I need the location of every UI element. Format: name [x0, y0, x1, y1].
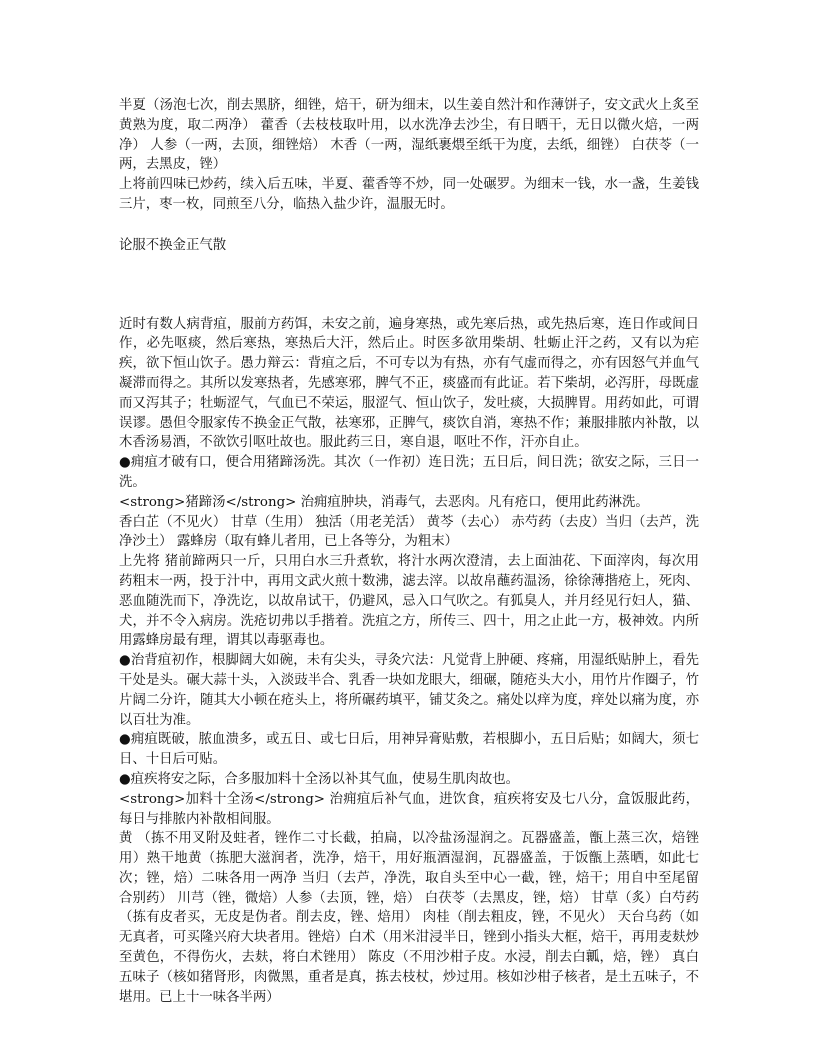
- pig-trotter-decoction-paragraph: <strong>猪蹄汤</strong> 治痈疽肿块，消毒气，去恶肉。凡有疮口，便用此药淋洗。: [119, 494, 649, 510]
- recovery-paragraph: ●疽疾将安之际，合多服加料十全汤以补其气血，使易生肌肉故也。: [119, 771, 520, 787]
- section-heading: 论服不换金正气散: [119, 237, 227, 253]
- moxibustion-paragraph: ●治背疽初作，根脚阔大如碗，未有尖头，寻灸穴法：凡觉背上肿硬、疼痛，用湿纸贴肿上，看先干处是头。碾大蒜十头，入淡豉半合、乳香一块如龙眼大，细碾，随疮头大小，用竹片作圈子，竹片阔二分许，随其大小顿在疮头上，将所碾药填平，铺艾灸之。痛处以痒为度，痒处以痛为度，亦以百壮为准。: [119, 653, 699, 728]
- bullet-wash-paragraph: ●痈疽才破有口，便合用猪蹄汤洗。其次（一作初）连日洗；五日后，间日洗；欲安之际，三日一洗。: [119, 455, 699, 490]
- case-discussion-paragraph: 近时有数人病背疽，服前方药饵，未安之前，遍身寒热，或先寒后热，或先热后寒，连日作或间日作，必先呕痰，然后寒热，寒热后大汗，然后止。时医多欲用柴胡、牡蛎止汗之药，又有以为疟疾，欲下恒山饮子。愚力辩云：背疽之后，不可专以为有热，亦有气虚而得之，亦有因怒气并血气凝滞而得之。其所以发寒热者，先感寒邪，脾气不正，痰盛而有此证。若下柴胡，必泻肝，母既虚而又泻其子；牡蛎涩气，气血已不荣运，服涩气、恒山饮子，发吐痰，大损脾胃。用药如此，可谓误谬。愚但令服家传不换金正气散，祛寒邪，正脾气，痰饮自消，寒热不作；兼服排脓内补散，以木香汤易酒，不欲饮引呕吐故也。服此药三日，寒自退，呕吐不作，汗亦自止。: [119, 316, 699, 451]
- decoction-ingredients-paragraph: 香白芷（不见火） 甘草（生用） 独活（用老羌活） 黄芩（去心） 赤芍药（去皮）当归（去芦，洗净沙土） 露蜂房（取有蜂儿者用，已上各等分，为粗末）: [119, 514, 699, 550]
- formula-instructions-paragraph: 上将前四味已炒药，续入后五味，半夏、藿香等不炒，同一处碾罗。为细末一钱，水一盏，生姜钱三片，枣一枚，同煎至八分，临热入盐少许，温服无时。: [119, 177, 699, 212]
- formula-ingredients-paragraph: 半夏（汤泡七次，削去黑脐，细锉，焙干，研为细末，以生姜自然汁和作薄饼子，安文武火上炙至黄熟为度，取二两净） 藿香（去枝枝取叶用，以水洗净去沙尘，有日晒干，无日以微火焙，一两净） 人参（一两，去顶，细锉焙） 木香（一两，湿纸裹煨至纸干为度，去纸，细锉） 白茯苓（一两，去黑皮，锉）: [119, 98, 699, 173]
- ten-complete-decoction-paragraph: <strong>加料十全汤</strong> 治痈疽后补气血，进饮食，疽疾将安及七八分，盒饭服此药，每日与排脓内补散相间服。: [119, 791, 699, 827]
- ten-complete-ingredients-paragraph: 黄 （拣不用叉附及蛀者，锉作二寸长截，拍扁，以冷盐汤湿润之。瓦器盛盖，甑上蒸三次，焙锉用）熟干地黄（拣肥大滋润者，洗净，焙干，用好瓶酒湿润，瓦器盛盖，于饭甑上蒸晒，如此七次；锉，焙）二味各用一两净 当归（去芦，净洗，取自头至中心一截，锉，焙干；用自中至尾留合别药） 川芎（锉，微焙）人参（去顶，锉，焙） 白茯苓（去黑皮，锉，焙） 甘草（炙）白芍药（拣有皮者买，无皮是伪者。削去皮，锉、焙用） 肉桂（削去粗皮，锉，不见火） 天台乌药（如无真者，可买隆兴府大块者用。锉焙）白术（用米泔浸半日，锉到小指头大框，焙干，再用麦麸炒至黄色，不得伤火，去麸，将白术锉用） 陈皮（不用沙柑子皮。水浸，削去白瓤，焙，锉） 真白五味子（核如猪肾形，肉微黑，重者是真，拣去枝杖，炒过用。核如沙柑子核者，是土五味子，不堪用。已上十一味各半两）: [119, 831, 699, 1005]
- decoction-method-paragraph: 上先将 猪前蹄两只一斤，只用白水三升煮软，将汁水两次澄清，去上面油花、下面滓肉，每次用药粗末一两，投于汁中，再用文武火煎十数沸，滤去滓。以故帛蘸药温汤，徐徐薄揩疮上，死肉、恶血随洗而下，净洗讫，以故帛试干，仍避风，忌入口气吹之。有狐臭人，并月经见行妇人，猫、犬，并不令入病房。洗疮切弗以手揩着。洗疽之方，所传三、四十，用之止此一方，极神效。内所用露蜂房最有理，谓其以毒驱毒也。: [119, 554, 699, 649]
- plaster-paragraph: ●痈疽既破，脓血溃多，或五日、或七日后，用神异膏贴敷，若根脚小，五日后贴；如阔大，须七日、十日后可贴。: [119, 732, 699, 768]
- document-page: [119, 96, 699, 1007]
